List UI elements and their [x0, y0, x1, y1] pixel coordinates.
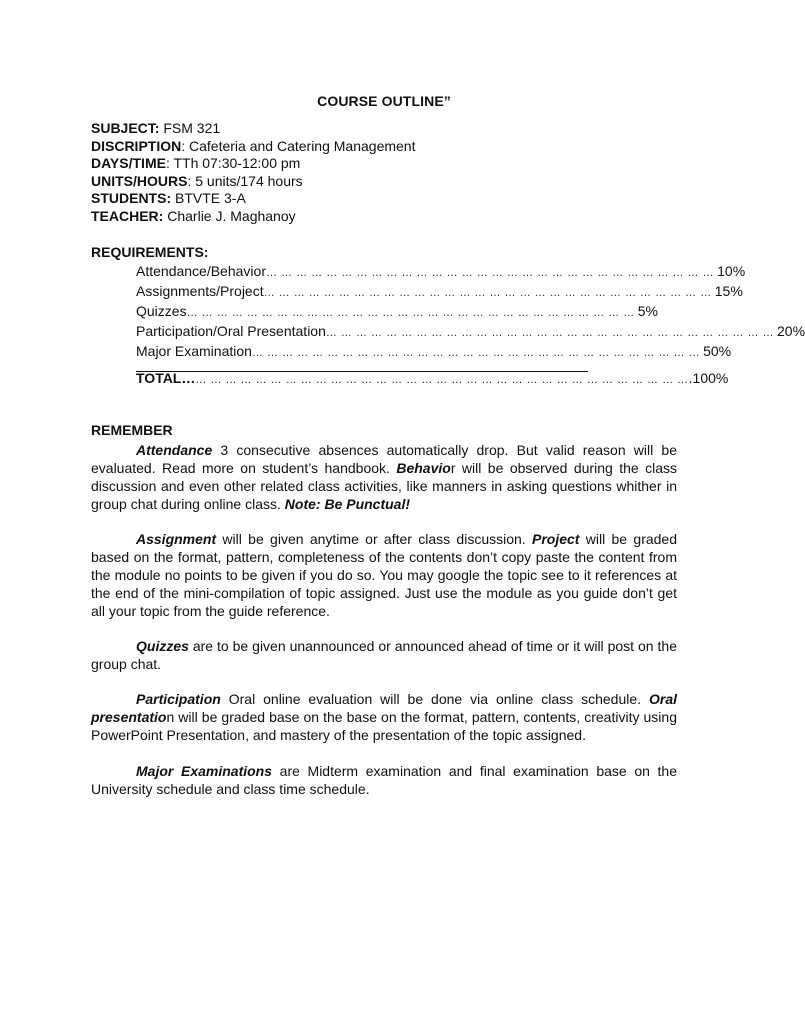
dot-leader: … … … … … … … … … … … … … … … … … … … … … … … … … … … … … …	[263, 287, 712, 299]
total-value: .100%	[688, 370, 729, 386]
requirement-percent: 50%	[703, 343, 732, 359]
dot-leader: … … … … … … … … … … … … … … … … … … … … … … … … … … … … … …	[325, 327, 775, 339]
paragraph-attendance	[91, 441, 677, 513]
info-students	[91, 190, 415, 208]
info-value: FSM 321	[159, 120, 221, 136]
info-value: BTVTE 3-A	[171, 190, 246, 207]
paragraph-text: will be given anytime or after class discussion.	[216, 531, 532, 547]
requirement-row	[136, 282, 743, 302]
keyword: Behavio	[396, 460, 451, 476]
requirement-percent: 5%	[637, 303, 658, 319]
info-label: DAYS/TIME	[91, 155, 166, 172]
dot-leader: … … … … … … … … … … … … … … … … … … … … … … … … … … … … … … … … …	[195, 374, 689, 386]
paragraph-participation	[91, 690, 677, 744]
requirements-list	[136, 262, 805, 362]
paragraph-text: are to be given unannounced or announced ahead of time or it will post on the group chat.	[91, 638, 677, 672]
requirements-heading: REQUIREMENTS:	[91, 244, 209, 260]
info-label: SUBJECT:	[91, 120, 160, 136]
info-description	[91, 138, 415, 156]
paragraph-major-examinations	[91, 762, 677, 798]
info-label: STUDENTS:	[91, 190, 172, 207]
paragraph-assignment	[91, 530, 677, 620]
keyword: Oral presentatio	[91, 691, 677, 725]
requirement-row	[136, 262, 746, 282]
remember-heading: REMEMBER	[91, 422, 173, 438]
keyword: Note: Be Punctual!	[284, 496, 411, 512]
total-label: TOTAL…	[136, 370, 196, 386]
info-value: Charlie J. Maghanoy	[163, 207, 296, 224]
info-value: : Cafeteria and Catering Management	[181, 137, 416, 154]
course-info	[91, 120, 415, 226]
keyword: Participation	[136, 691, 221, 707]
paragraph-text: will be graded based on the format, pattern, completeness of the contents don’t copy paste the content from the module no points to be given if you do so. You may google the topic see to it references at the end of the mini-compilation of topic assigned. Just use the module as you guide don’t get all your topic from the guide reference.	[91, 531, 677, 619]
requirement-percent: 20%	[777, 323, 805, 339]
requirement-row	[136, 302, 658, 322]
keyword: Quizzes	[136, 638, 189, 654]
info-subject	[91, 120, 415, 138]
requirement-label: Assignments/Project	[136, 283, 264, 299]
keyword: Project	[532, 531, 580, 547]
paragraph-text: 3 consecutive absences automatically drop. But valid reason will be evaluated. Read more on student’s handbook.	[91, 442, 677, 476]
paragraph-text: are Midterm examination and final examination base on the University schedule and class time schedule.	[91, 763, 677, 797]
requirement-row	[136, 322, 805, 342]
document-title: COURSE OUTLINE”	[317, 93, 451, 109]
requirement-label: Attendance/Behavior	[136, 263, 266, 279]
info-teacher	[91, 208, 415, 226]
keyword: Major Examinations	[136, 763, 273, 779]
paragraph-text: n will be graded base on the base on the format, pattern, contents, creativity using PowerPoint Presentation, and mastery of the presentation of the topic assigned.	[91, 709, 677, 743]
dot-leader: … … … … … … … … … … … … … … … … … … … … … … … … … … … … … …	[186, 307, 635, 319]
info-label: DISCRIPTION	[91, 137, 182, 154]
requirement-percent: 15%	[714, 283, 743, 299]
requirement-row	[136, 342, 732, 362]
paragraph-text: r will be observed during the class discussion and even other related class activities, like manners in asking questions whither in group chat during online class.	[91, 460, 677, 512]
requirement-label: Participation/Oral Presentation	[136, 323, 326, 339]
paragraph-text: Oral online evaluation will be done via online class schedule.	[220, 691, 649, 707]
info-label: TEACHER:	[91, 207, 164, 224]
requirement-percent: 10%	[717, 263, 746, 279]
info-value: : TTh 07:30-12:00 pm	[165, 155, 301, 172]
total-row	[136, 369, 729, 389]
info-days-time	[91, 155, 415, 173]
info-value: : 5 units/174 hours	[187, 172, 303, 189]
requirement-label: Quizzes	[136, 303, 187, 319]
dot-leader: … … … … … … … … … … … … … … … … … … … … … … … … … … … … … …	[265, 267, 715, 279]
dot-leader: … … … … … … … … … … … … … … … … … … … … … … … … … … … … … …	[251, 347, 701, 359]
keyword: Assignment	[136, 531, 217, 547]
requirement-label: Major Examination	[136, 343, 252, 359]
keyword: Attendance	[136, 442, 213, 458]
paragraph-quizzes	[91, 637, 677, 673]
info-label: UNITS/HOURS	[91, 172, 188, 189]
info-units-hours	[91, 173, 415, 191]
